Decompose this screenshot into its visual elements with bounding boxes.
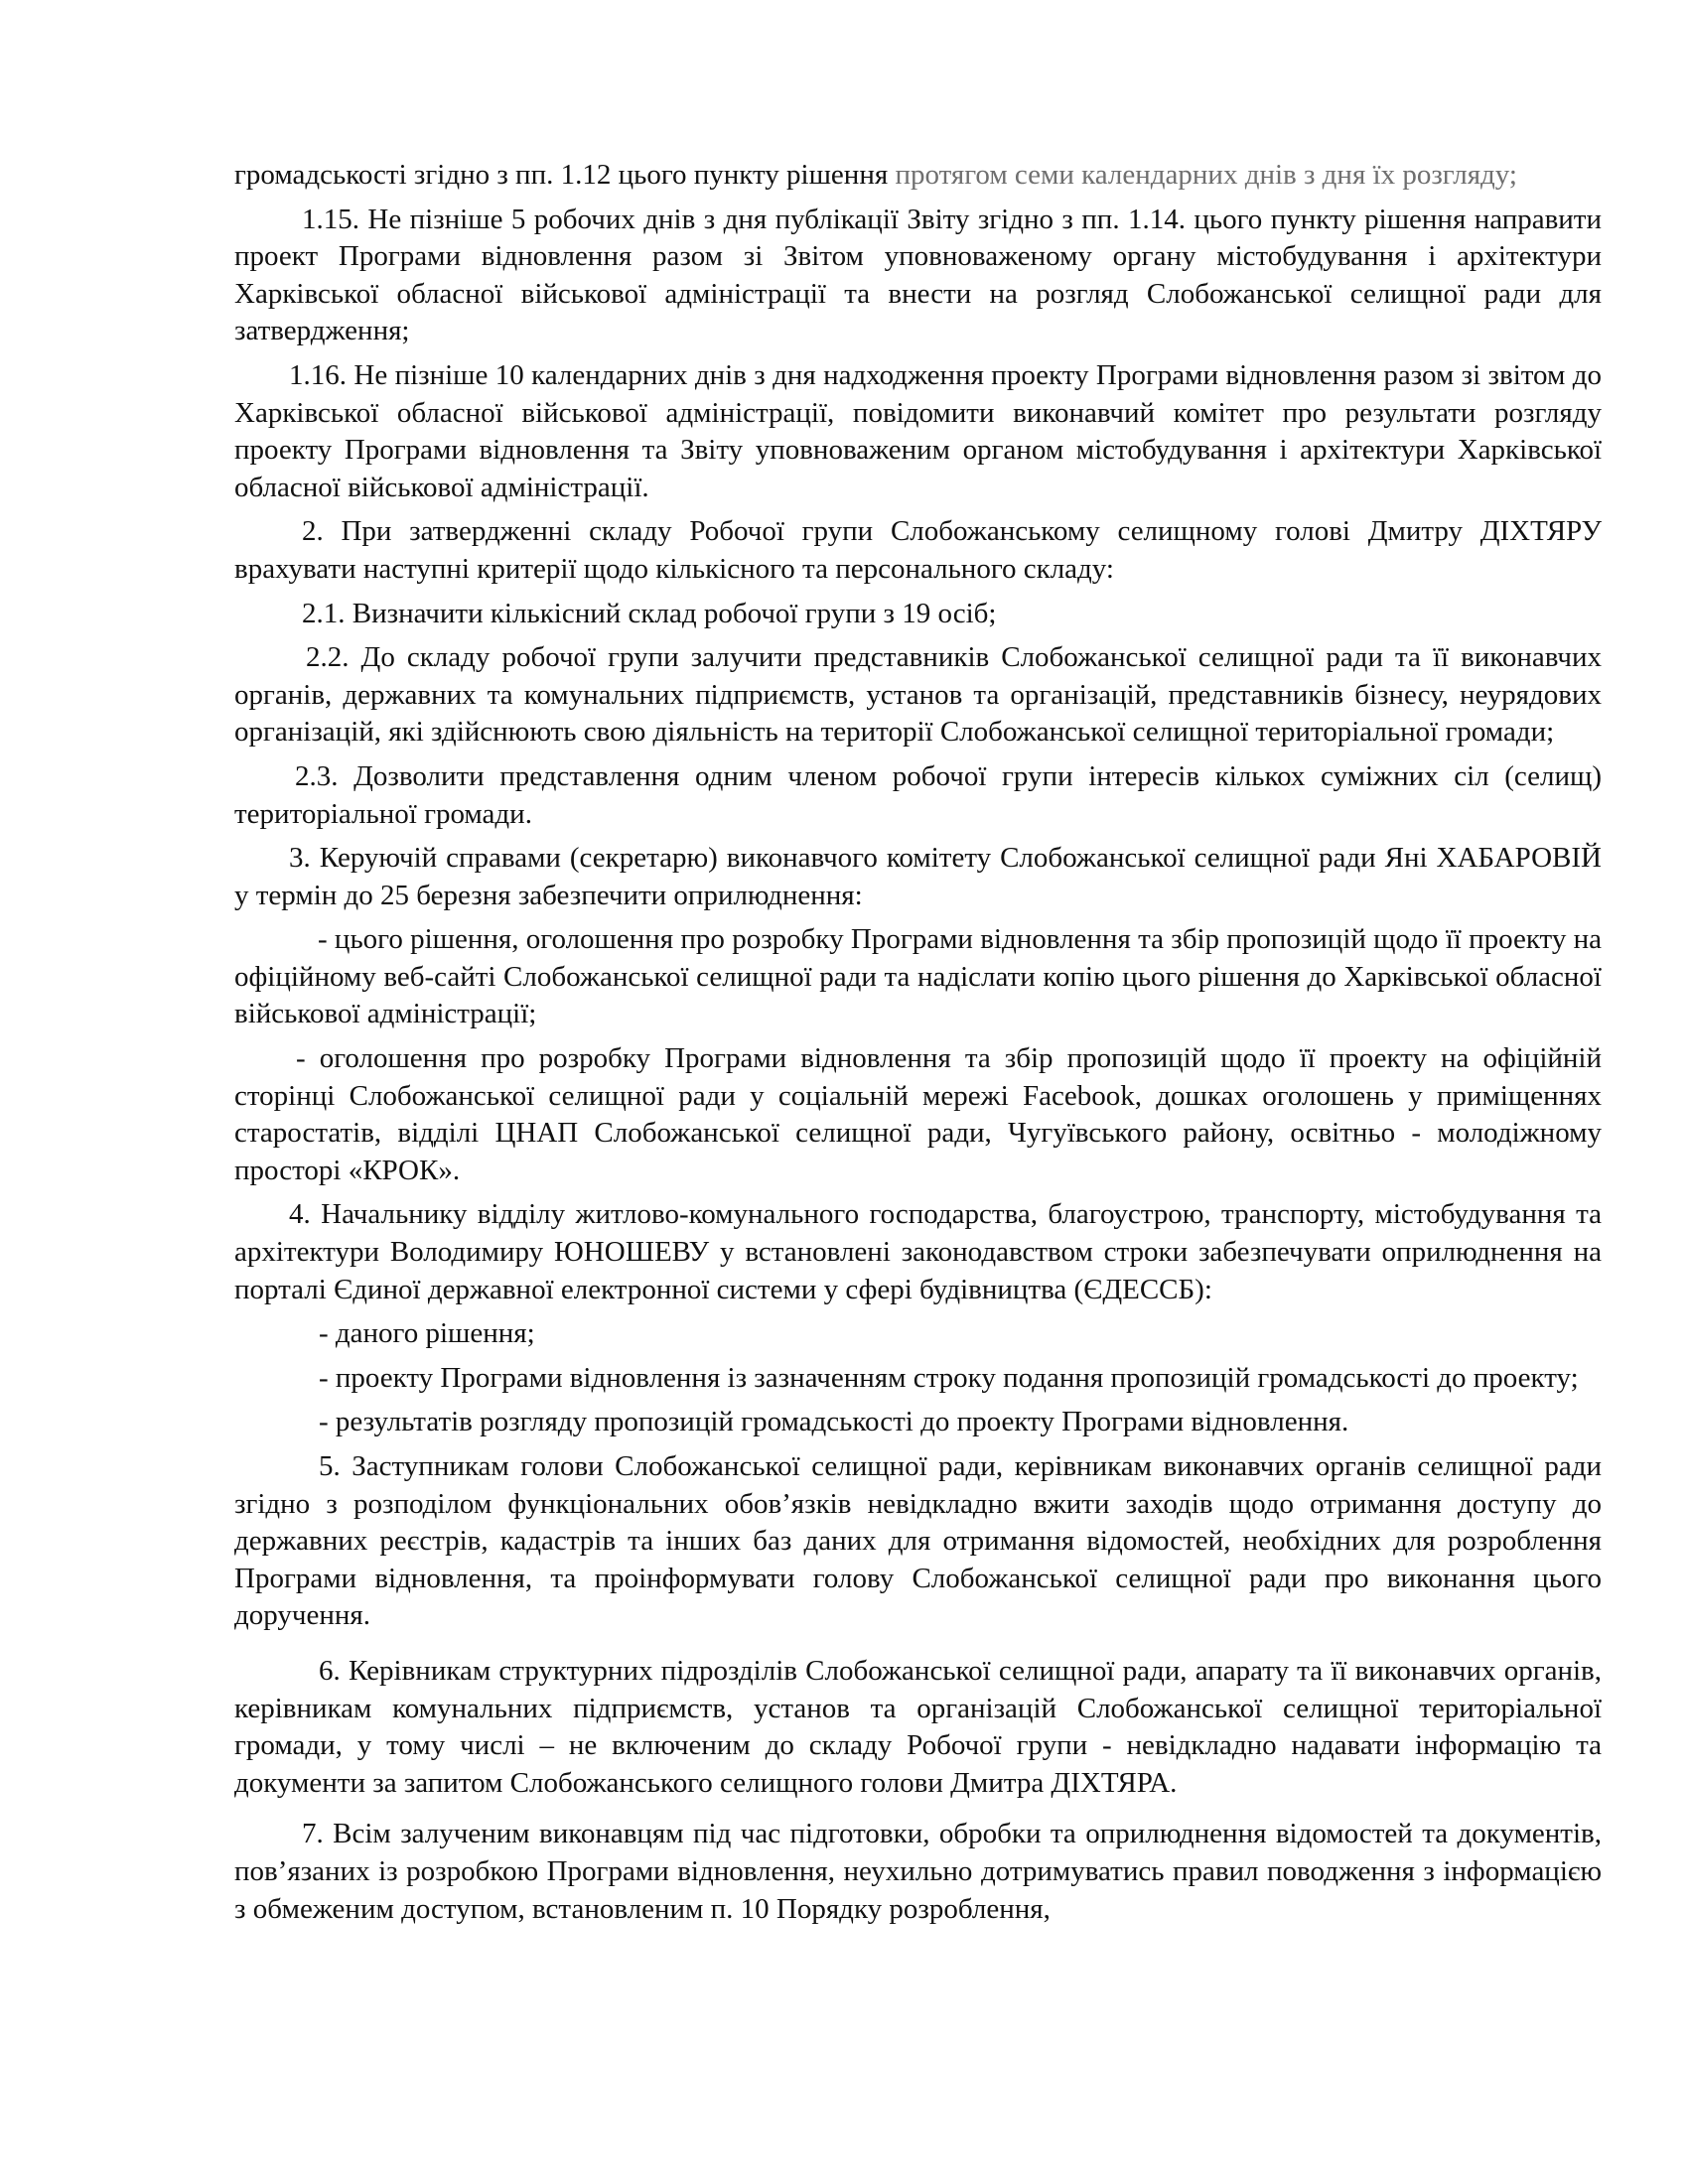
paragraph-5: 5. Заступникам голови Слобожанської селищної ради, керівникам виконавчих органів селищної ради згідно з розподілом функціональних обов’язків невідкладно вжити заходів щодо отримання доступу до державних реєстрів, кадастрів та інших баз даних для отримання відомостей, необхідних для розроблення Програми відновлення, та проінформувати голову Слобожанської селищної ради про виконання цього доручення.	[234, 1450, 1602, 1632]
paragraph-2-1: 2.1. Визначити кількісний склад робочої групи з 19 осіб;	[302, 597, 997, 629]
paragraph-2-3: 2.3. Дозволити представлення одним членом робочої групи інтересів кількох суміжних сіл (селищ) територіальної громади.	[234, 759, 1602, 830]
paragraph-6: 6. Керівникам структурних підрозділів Слобожанської селищної ради, апарату та її виконавчих органів, керівникам комунальних підприємств, установ та організацій Слобожанської селищної територіальної громади, у тому числі – не включеним до складу Робочої групи - невідкладно надавати інформацію та документи за запитом Слобожанського селищного голови Дмитра ДІХТЯРА.	[234, 1654, 1602, 1799]
list-item-dash: - проекту Програми відновлення із зазначенням строку подання пропозицій громадськості до проекту;	[319, 1361, 1579, 1394]
paragraph-continuation	[234, 157, 1602, 195]
paragraph-2: 2. При затвердженні складу Робочої групи Слобожанському селищному голові Дмитру ДІХТЯРУ врахувати наступні критерії щодо кількісного та персонального складу:	[234, 515, 1602, 585]
list-item-dash: - результатів розгляду пропозицій громадськості до проекту Програми відновлення.	[319, 1406, 1349, 1438]
list-item-dash: - цього рішення, оголошення про розробку Програми відновлення та збір пропозицій щодо її проекту на офіційному веб-сайті Слобожанської селищної ради та надіслати копію цього рішення до Харківської обласної військової адміністрації;	[234, 923, 1602, 1030]
paragraph-2-2: 2.2. До складу робочої групи залучити представників Слобожанської селищної ради та її виконавчих органів, державних та комунальних підприємств, установ та організацій, представників бізнесу, неурядових організацій, які здійснюють свою діяльність на території Слобожанської селищної територіальної громади;	[234, 641, 1602, 749]
paragraph-text: громадськості згідно з пп. 1.12 цього пункту рішення	[234, 159, 896, 191]
list-item-dash: - даного рішення;	[319, 1317, 535, 1350]
paragraph-7: 7. Всім залученим виконавцям під час підготовки, обробки та оприлюднення відомостей та документів, пов’язаних із розробкою Програми відновлення, неухильно дотримуватись правил поводження з інформацією з обмеженим доступом, встановленим п. 10 Порядку розроблення,	[234, 1818, 1602, 1925]
paragraph-3: 3. Керуючій справами (секретарю) виконавчого комітету Слобожанської селищної ради Яні ХАБАРОВІЙ у термін до 25 березня забезпечити оприлюднення:	[234, 842, 1602, 911]
list-item-dash: - оголошення про розробку Програми відновлення та збір пропозицій щодо її проекту на офіційній сторінці Слобожанської селищної ради у соціальній мережі Facebook, дошках оголошень у приміщеннях старостатів, відділі ЦНАП Слобожанської селищної ради, Чугуївського району, освітньо - молодіжному просторі «КРОК».	[234, 1042, 1602, 1186]
document-page	[234, 157, 1602, 1928]
paragraph-gray-text: протягом семи календарних днів з дня їх розгляду;	[895, 159, 1517, 191]
paragraph-1-15: 1.15. Не пізніше 5 робочих днів з дня публікації Звіту згідно з пп. 1.14. цього пункту рішення направити проект Програми відновлення разом зі Звітом уповноваженому органу містобудування і архітектури Харківської обласної військової адміністрації та внести на розгляд Слобожанської селищної ради для затвердження;	[234, 203, 1602, 347]
paragraph-1-16: 1.16. Не пізніше 10 календарних днів з дня надходження проекту Програми відновлення разом зі звітом до Харківської обласної військової адміністрації, повідомити виконавчий комітет про результати розгляду проекту Програми відновлення та Звіту уповноваженим органом містобудування і архітектури Харківської обласної військової адміністрації.	[234, 358, 1602, 503]
paragraph-4: 4. Начальнику відділу житлово-комунального господарства, благоустрою, транспорту, містобудування та архітектури Володимиру ЮНОШЕВУ у встановлені законодавством строки забезпечувати оприлюднення на порталі Єдиної державної електронної системи у сфері будівництва (ЄДЕССБ):	[234, 1198, 1602, 1305]
